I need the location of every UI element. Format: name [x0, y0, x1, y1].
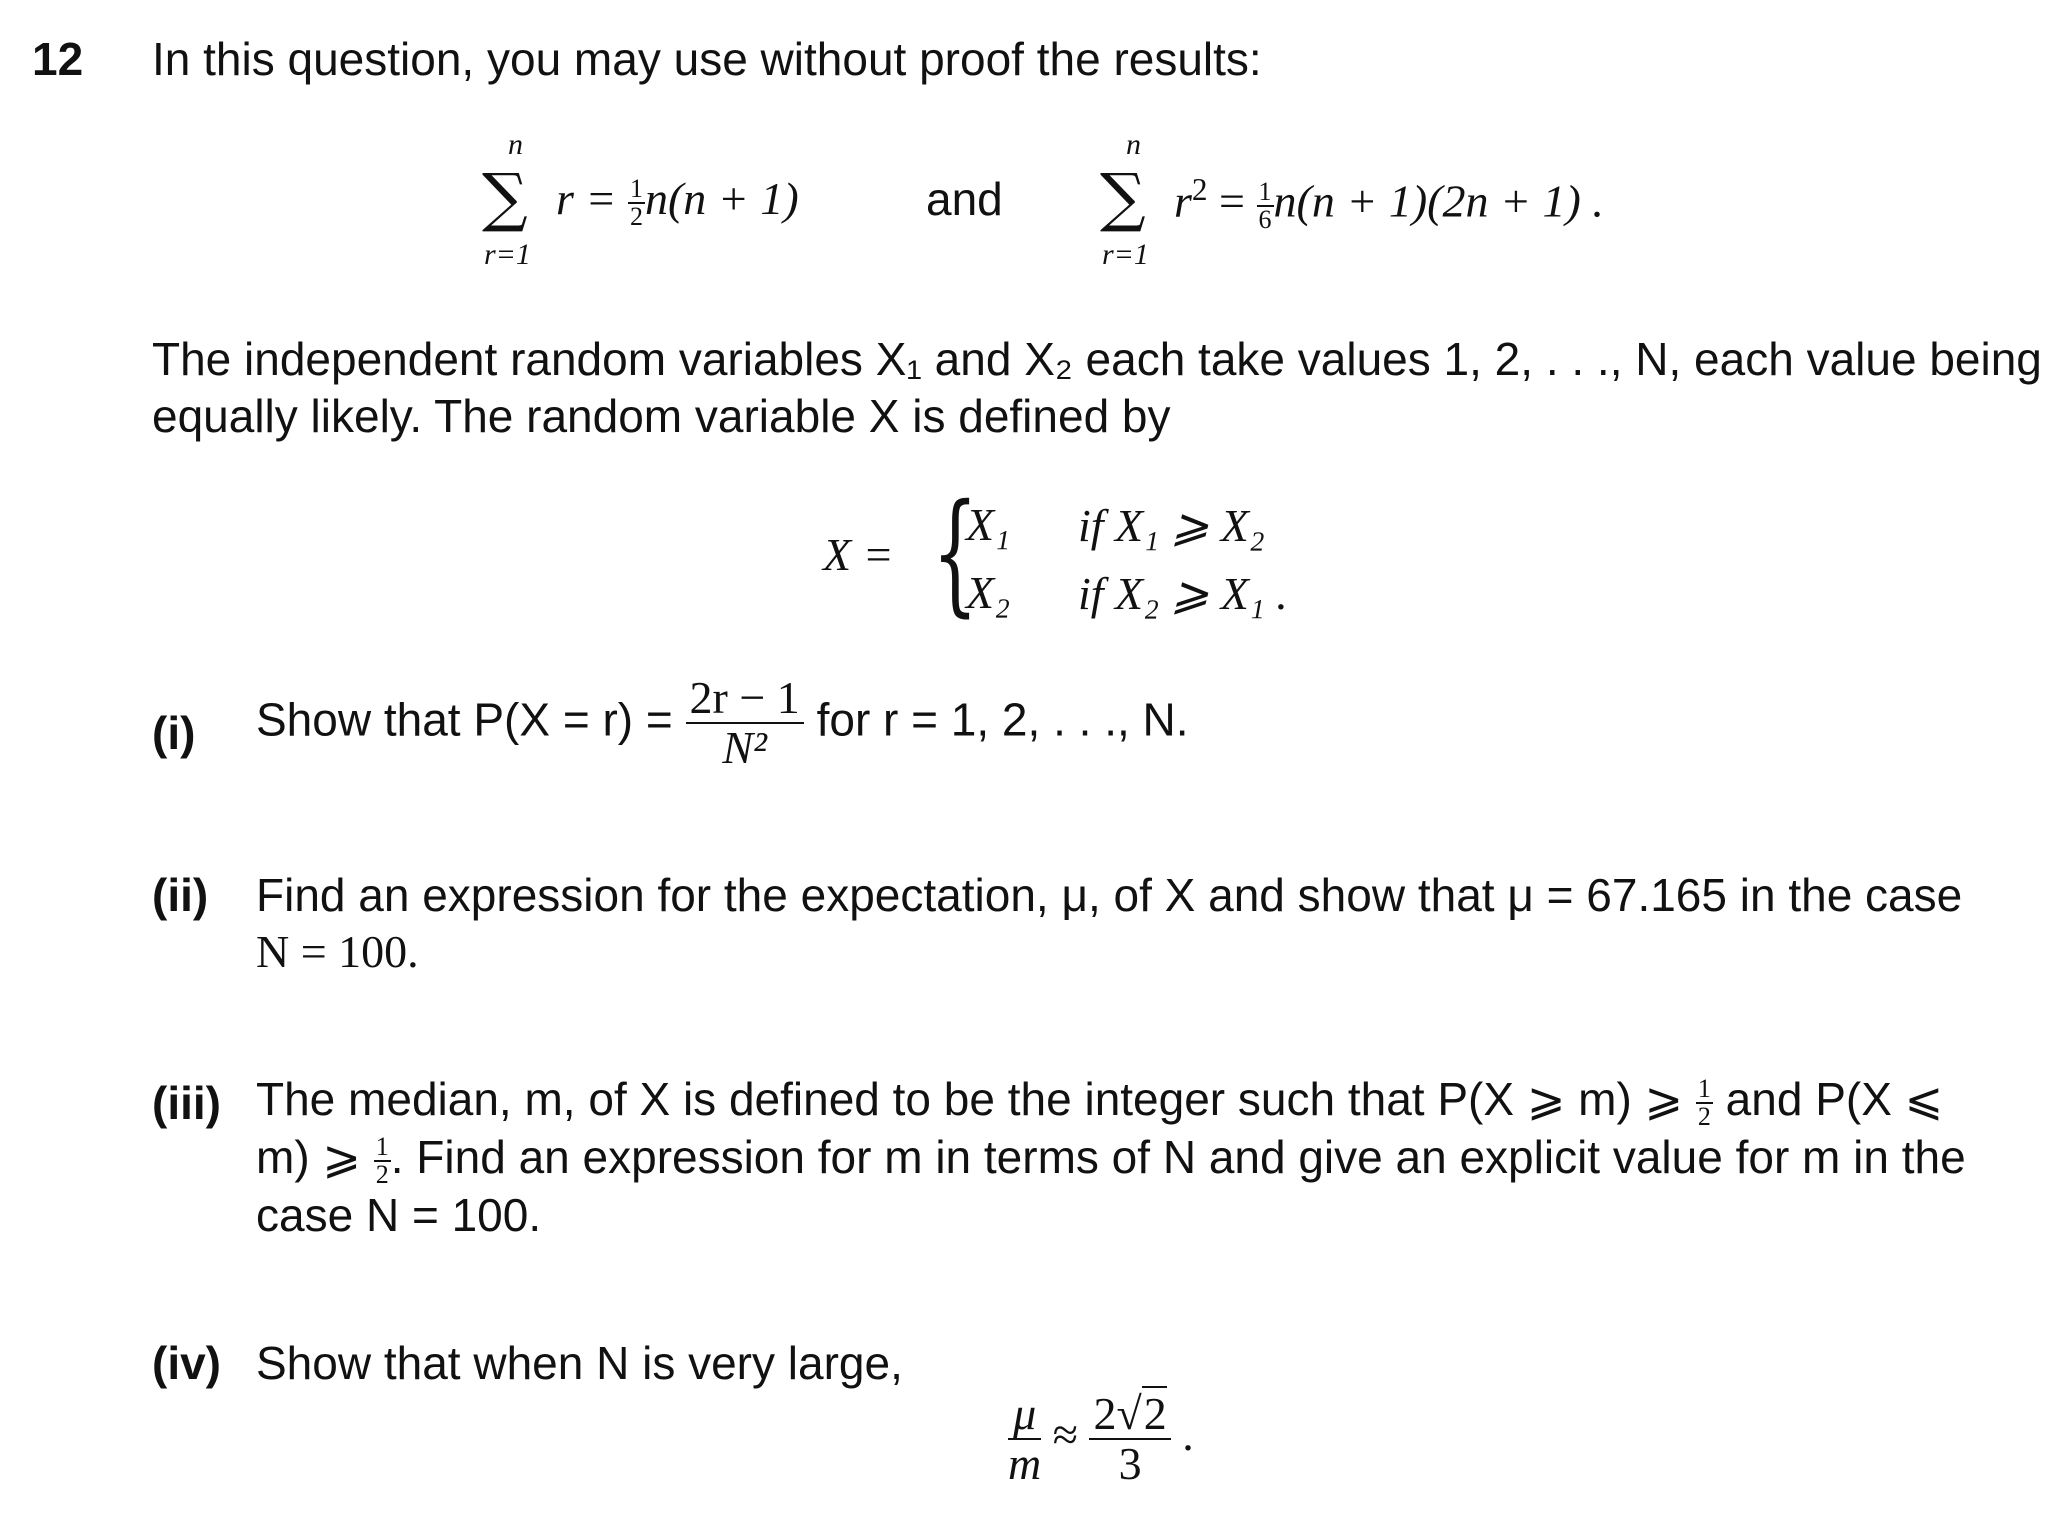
part-iii-half-2: $\frac{1}{2}$ — [375, 1131, 389, 1189]
sum1-half: $\frac{1}{2}$ — [629, 174, 643, 232]
left-brace: { — [932, 476, 979, 630]
sum1-upper-limit: n — [508, 128, 523, 161]
and-word: and — [926, 173, 1003, 225]
piecewise-lhs: X = — [823, 529, 894, 580]
part-i-text: Show that P(X = r) = $\frac{2r - 1}{\text{N²}}$ for r = 1, 2, . . ., N. — [256, 672, 1189, 774]
sum1-lower-limit: r=1 — [484, 238, 531, 271]
question-number: 12 — [32, 33, 84, 85]
case1-value: X₁ — [966, 499, 1011, 550]
sum2-lower-limit: r=1 — [1102, 238, 1149, 271]
formula-period: . — [1182, 1408, 1194, 1460]
case2-value: X₂ — [966, 567, 1011, 618]
part-iv-formula — [1008, 1390, 1194, 1489]
part-iii-line-2: m) ⩾ $\frac{1}{2}$ . Find an expression for m in terms of N and give an explicit value for m in the — [256, 1131, 1966, 1189]
sum1-expression: r = $\frac{1}{2}$ n(n + 1) — [556, 173, 799, 232]
sum1-sigma: ∑ — [482, 161, 528, 235]
part-iii-label: (iii) — [152, 1077, 221, 1129]
question-intro: In this question, you may use without proof the results: — [152, 33, 1262, 85]
part-iv-text: Show that when N is very large, — [256, 1337, 903, 1389]
sum2-expression: $r^2$ = $\frac{1}{6}$ n(n + 1)(2n + 1) . — [1174, 172, 1604, 234]
mu-over-m: $\frac{\mu}{m}$ — [1008, 1388, 1042, 1490]
part-ii-label: (ii) — [152, 869, 209, 921]
definition-line-1: The independent random variables X₁ and X₂ each take values 1, 2, . . ., N, each value being — [152, 333, 2042, 385]
two-root-two-over-three: $\frac{2√2}{3}$ — [1089, 1390, 1170, 1489]
part-ii-line-1: Find an expression for the expectation, μ, of X and show that μ = 67.165 in the case — [256, 869, 1963, 921]
sum2-upper-limit: n — [1126, 128, 1141, 161]
part-iv-label: (iv) — [152, 1337, 221, 1389]
sum2-sixth: $\frac{1}{6}$ — [1258, 176, 1272, 234]
approx-symbol: ≈ — [1052, 1408, 1078, 1460]
sum2-sigma: ∑ — [1100, 161, 1146, 235]
part-iii-line-1: The median, m, of X is defined to be the integer such that P(X ⩾ m) ⩾ $\frac{1}{2}$ and P(X ⩽ — [256, 1073, 1944, 1131]
part-iii-half-1: $\frac{1}{2}$ — [1697, 1073, 1711, 1131]
part-i-fraction: $\frac{2r - 1}{\text{N²}}$ — [686, 674, 804, 773]
definition-line-2: equally likely. The random variable X is defined by — [152, 390, 1171, 442]
part-i-label: (i) — [152, 707, 196, 759]
part-ii-line-2: N = 100. — [256, 926, 419, 977]
case1-condition: if X₁ ⩾ X₂ — [1078, 500, 1265, 551]
case2-condition: if X₂ ⩾ X₁ . — [1078, 568, 1288, 619]
part-iii-line-3: case N = 100. — [256, 1189, 542, 1241]
